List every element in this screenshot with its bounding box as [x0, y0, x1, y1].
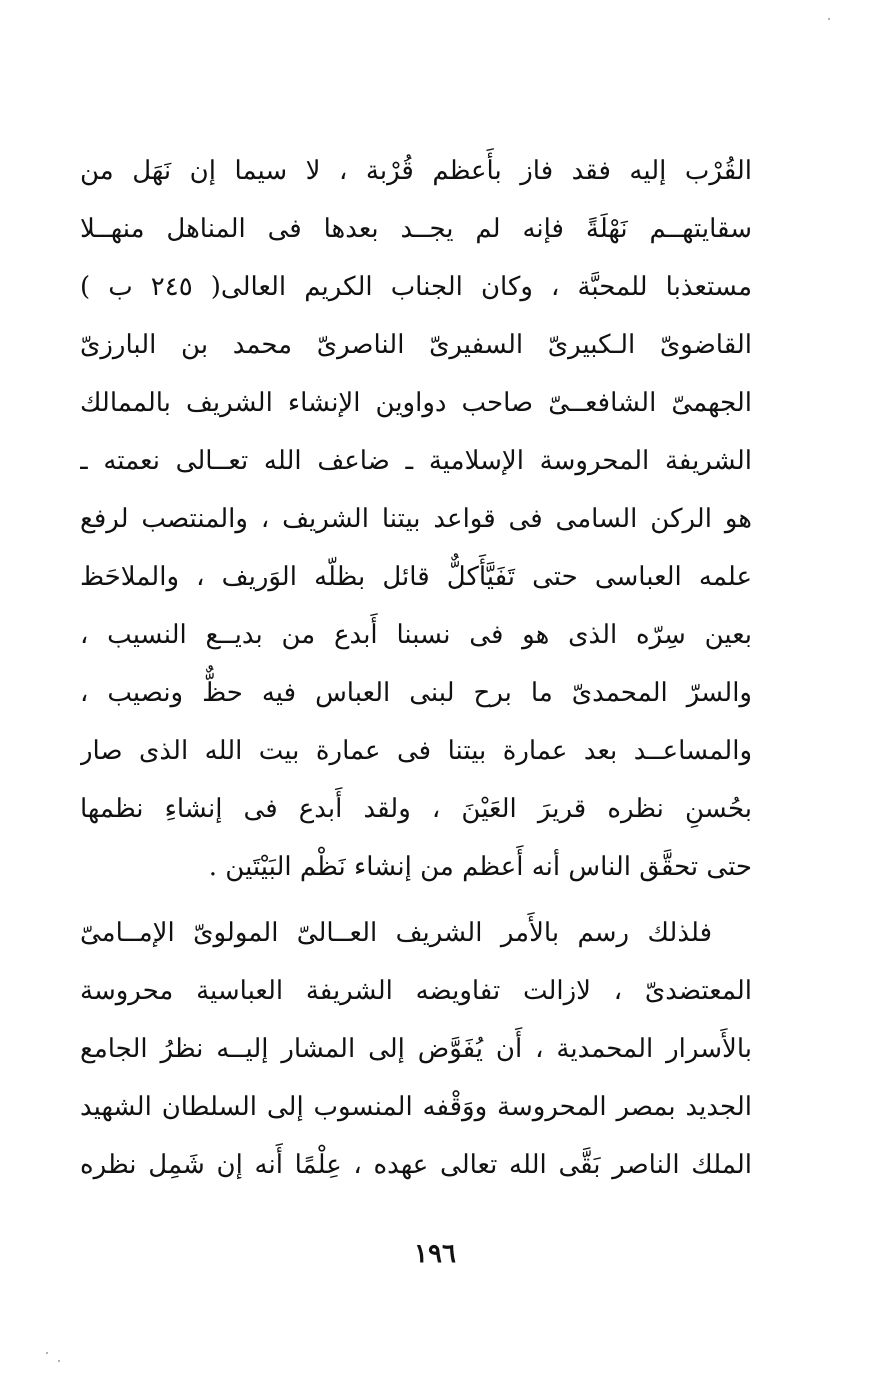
text-line: الملك الناصر بَقَّى الله تعالى عهده ، عِلْمًا أَنه إن شَمِل نظره: [80, 1150, 752, 1180]
text-line: الجديد بمصر المحروسة ووَقْفه المنسوب إلى السلطان الشهيد: [80, 1092, 752, 1122]
text-line: سقايتهــم نَهْلَةً فإنه لم يجــد بعدها فى المناهل منهــلا: [80, 214, 752, 244]
text-line: المعتضدىّ ، لازالت تفاويضه الشريفة العباسية محروسة: [80, 976, 752, 1006]
text-line-indented: فلذلك رسم بالأَمر الشريف العــالىّ المولوىّ الإمــامىّ: [80, 918, 712, 948]
text-line: بعين سِرّه الذى هو فى نسبنا أَبدع من بديــع النسيب ،: [80, 620, 752, 650]
text-line: بحُسنِ نظره قريرَ العَيْنَ ، ولقد أَبدع فى إنشاءِ نظمها: [80, 794, 752, 824]
text-line: والسرّ المحمدىّ ما برح لبنى العباس فيه حظٌّ ونصيب ،: [80, 678, 752, 708]
text-line: والمساعــد بعد عمارة بيتنا فى عمارة بيت الله الذى صار: [80, 736, 752, 766]
text-line: مستعذبا للمحبَّة ، وكان الجناب الكريم العالى( ٢٤٥ ب ): [80, 272, 752, 302]
scan-speck: [46, 1352, 48, 1354]
paragraph-gap: [80, 896, 752, 904]
text-line: علمه العباسى حتى تَفَيَّأَكلٌّ قائل بظلّه الوَريف ، والملاحَظ: [80, 562, 752, 592]
text-line: بالأَسرار المحمدية ، أَن يُفَوَّض إلى المشار إليــه نظرُ الجامع: [80, 1034, 752, 1064]
page-body-text: [80, 142, 752, 1194]
text-line-last: حتى تحقَّق الناس أنه أَعظم من إنشاء نَظْم البَيْتَين .: [208, 852, 752, 882]
text-line: القُرْب إليه فقد فاز بأَعظم قُرْبة ، لا سيما إن نَهَل من: [80, 156, 752, 186]
text-line: القاضوىّ الـكبيرىّ السفيرىّ الناصرىّ محمد بن البارزىّ: [80, 330, 752, 360]
paragraph-1: [80, 142, 752, 896]
scan-speck: [828, 18, 830, 20]
page-number: ١٩٦: [414, 1239, 456, 1269]
scan-speck: [58, 1360, 60, 1362]
text-line: هو الركن السامى فى قواعد بيتنا الشريف ، والمنتصب لرفع: [80, 504, 752, 534]
text-line: الشريفة المحروسة الإسلامية ـ ضاعف الله تعــالى نعمته ـ: [80, 446, 752, 476]
text-line: الجهمىّ الشافعــىّ صاحب دواوين الإنشاء الشريف بالممالك: [80, 388, 752, 418]
paragraph-2: [80, 904, 752, 1194]
